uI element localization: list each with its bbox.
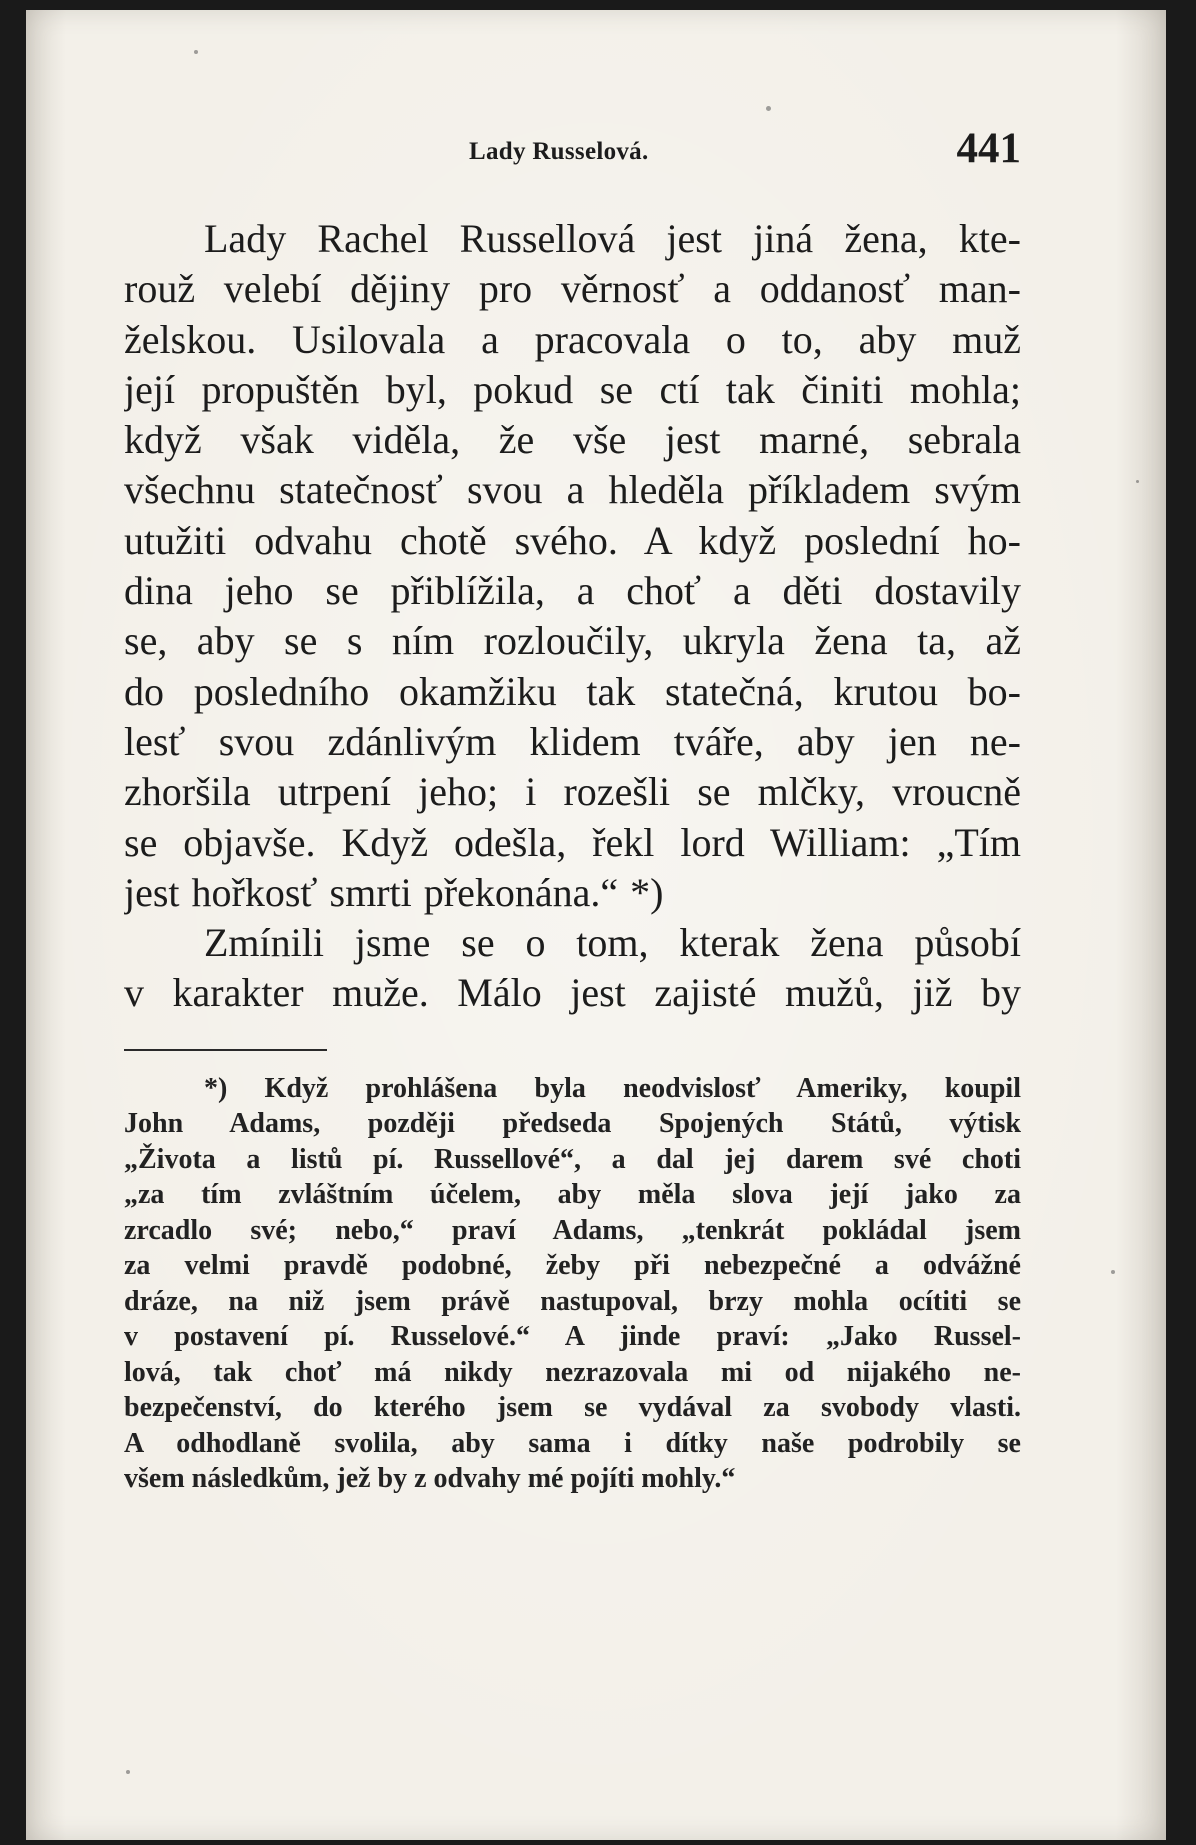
- text-line: lesť svou zdánlivým klidem tváře, aby jen ne-: [124, 718, 1021, 764]
- footnote-line: dráze, na niž jsem právě nastupoval, brzy mohla ocítiti se: [124, 1285, 1021, 1317]
- text-line: její propuštěn byl, pokud se ctí tak činiti mohla;: [124, 366, 1021, 412]
- text-line: dina jeho se přiblížila, a choť a děti dostavily: [124, 568, 1021, 614]
- footnote-line: „za tím zvláštním účelem, aby měla slova její jako za: [124, 1179, 1021, 1211]
- footnote-line: A odhodlaně svolila, aby sama i dítky naše podrobily se: [124, 1427, 1021, 1459]
- page-header: [124, 124, 1021, 184]
- text-line: jest hořkosť smrti překonána.“ *): [124, 869, 664, 915]
- text-line: do posledního okamžiku tak statečná, krutou bo-: [124, 668, 1021, 714]
- text-line: Zmínili jsme se o tom, kterak žena působí: [204, 920, 1021, 966]
- paper-speck: [126, 1770, 130, 1774]
- paper-speck: [766, 106, 771, 111]
- page-number: 441: [956, 125, 1021, 172]
- footnote-line: John Adams, později předseda Spojených Států, výtisk: [124, 1108, 1021, 1140]
- footnote-line: bezpečenství, do kterého jsem se vydával za svobody vlasti.: [124, 1392, 1021, 1424]
- running-title: Lady Russelová.: [469, 138, 649, 165]
- footnote: [124, 1071, 1021, 1497]
- footnote-line: *) Když prohlášena byla neodvislosť Ameriky, koupil: [204, 1072, 1021, 1104]
- text-line: všechnu statečnosť svou a hleděla příkladem svým: [124, 467, 1021, 513]
- text-line: se objavše. Když odešla, řekl lord William: „Tím: [124, 819, 1021, 865]
- footnote-divider: [124, 1049, 327, 1051]
- footnote-line: v postavení pí. Russelové.“ A jinde praví: „Jako Russel-: [124, 1321, 1021, 1353]
- book-page: [124, 124, 1021, 1497]
- paper-speck: [1111, 1270, 1115, 1274]
- text-line: když však viděla, že vše jest marné, sebrala: [124, 417, 1021, 463]
- footnote-line: zrcadlo své; nebo,“ praví Adams, „tenkrát pokládal jsem: [124, 1214, 1021, 1246]
- footnote-line: lová, tak choť má nikdy nezrazovala mi od nijakého ne-: [124, 1356, 1021, 1388]
- text-line: se, aby se s ním rozloučily, ukryla žena ta, až: [124, 618, 1021, 664]
- text-line: v karakter muže. Málo jest zajisté mužů, již by: [124, 970, 1021, 1016]
- paper-speck: [1136, 480, 1139, 483]
- text-line: zhoršila utrpení jeho; i rozešli se mlčky, vroucně: [124, 769, 1021, 815]
- footnote-line: za velmi pravdě podobné, žeby při nebezpečné a odvážné: [124, 1250, 1021, 1282]
- text-line: Lady Rachel Russellová jest jiná žena, kte-: [204, 216, 1021, 261]
- footnote-line: „Života a listů pí. Russellové“, a dal jej darem své choti: [124, 1143, 1021, 1175]
- body-text: [124, 214, 1021, 1019]
- footnote-line: všem následkům, jež by z odvahy mé pojíti mohly.“: [124, 1463, 736, 1495]
- text-line: rouž velebí dějiny pro věrnosť a oddanosť man-: [124, 266, 1021, 312]
- text-line: utužiti odvahu chotě svého. A když poslední ho-: [124, 517, 1021, 563]
- text-line: želskou. Usilovala a pracovala o to, aby muž: [124, 316, 1021, 362]
- paper-speck: [194, 50, 198, 54]
